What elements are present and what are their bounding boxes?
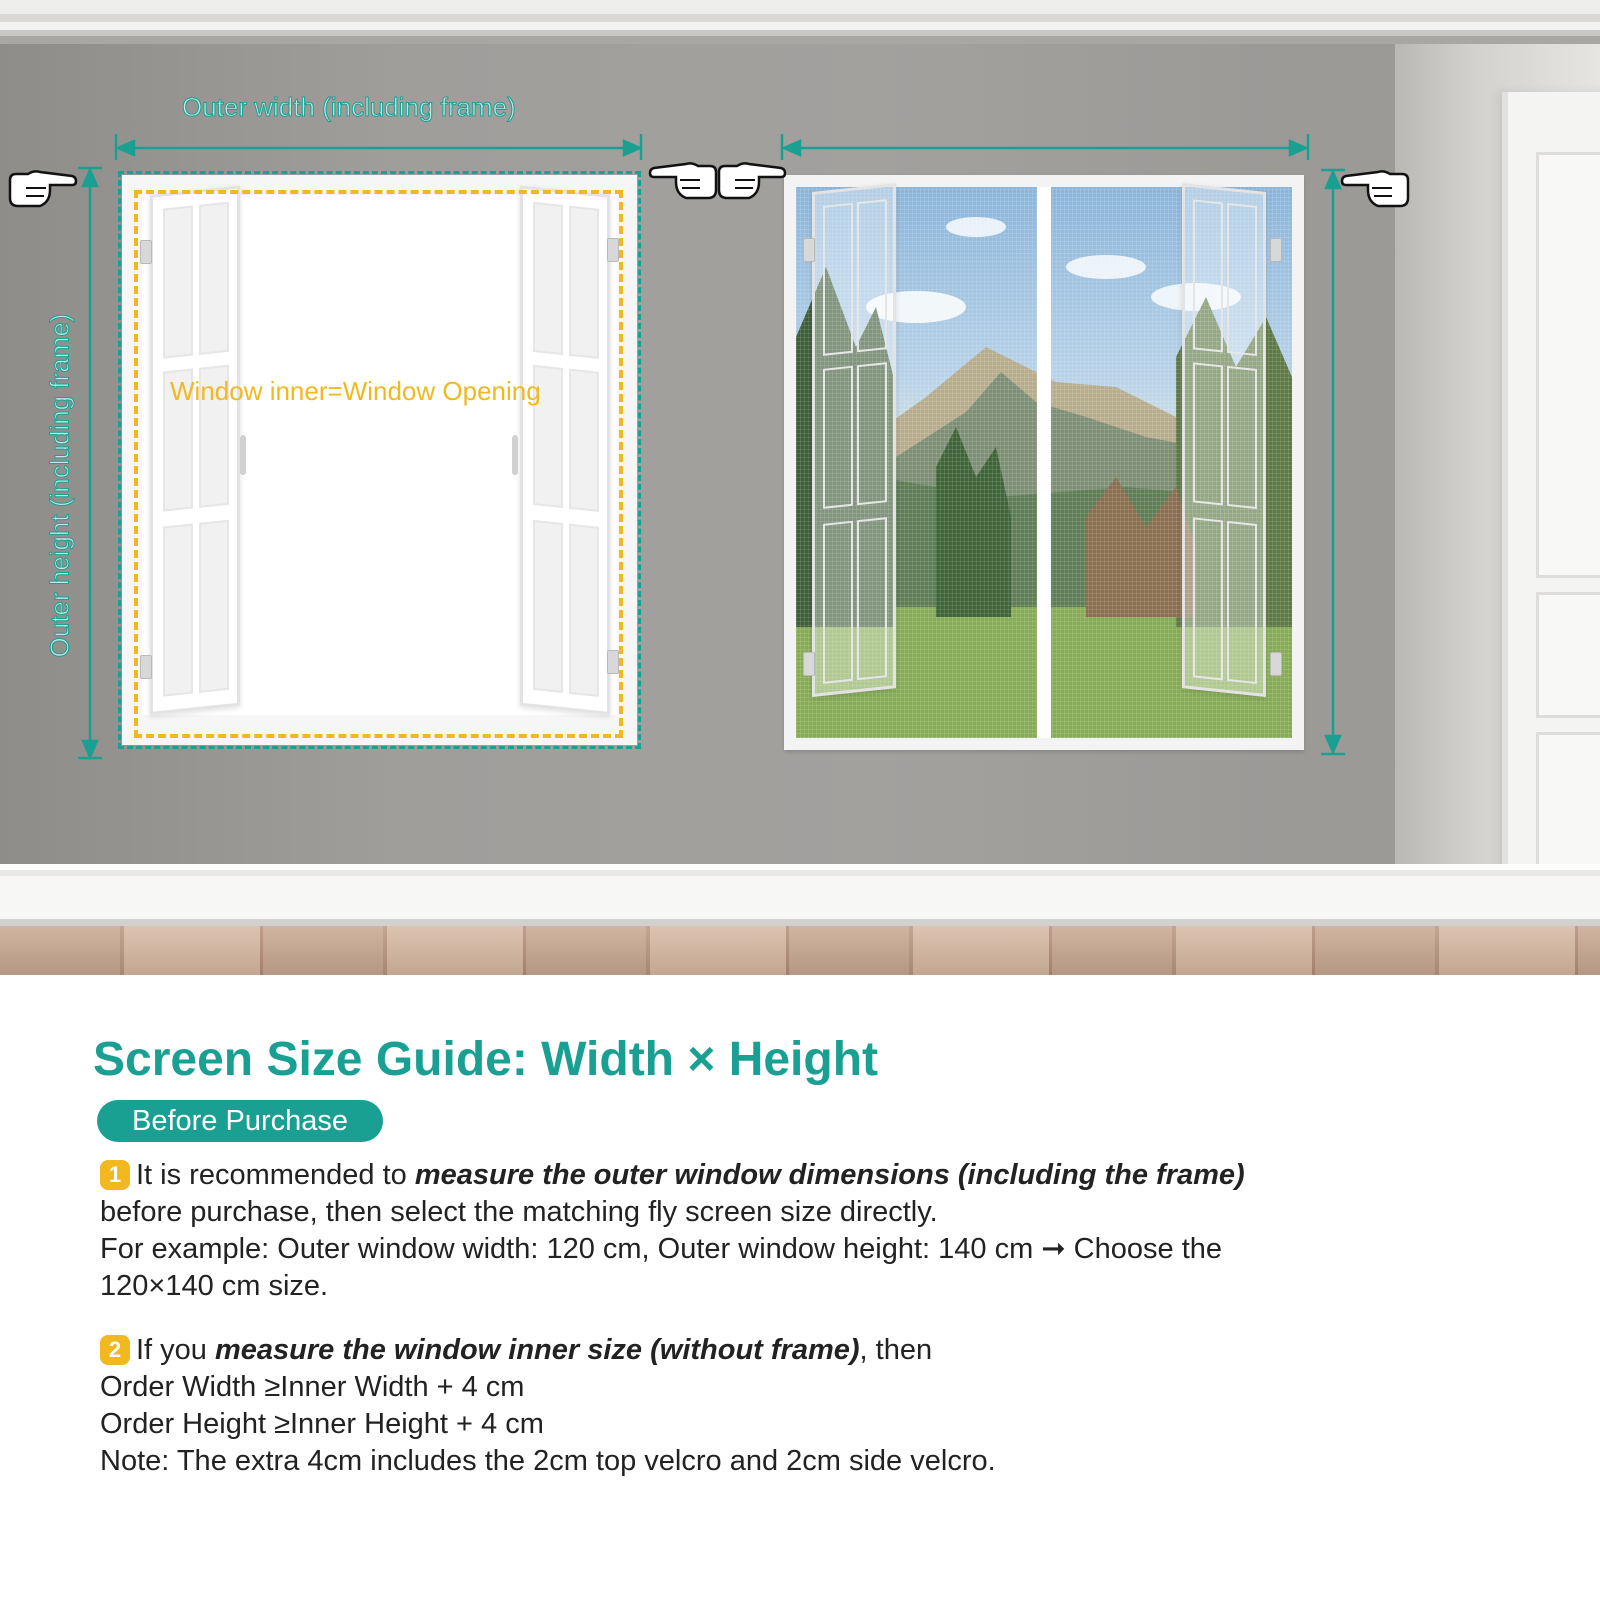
arrow-right-icon: ➞ [1041,1233,1066,1265]
pointing-hand-icon [648,160,720,204]
pointing-hand-icon [715,160,787,204]
step-1-paragraph: 1 It is recommended to measure the outer window dimensions (including the frame) before purchase, then select the matching fly screen size directly. For example: Outer window width: 120 cm, Outer window height: 140 cm ➞ Choose the 120×140 cm size. [100,1159,1245,1302]
step-2-paragraph: 2 If you measure the window inner size (without frame), then Order Width ≥Inner Width + 4 cm Order Height ≥Inner Height + 4 cm Note: The extra 4cm includes the 2cm top velcro and 2cm side velcro. [100,1334,996,1477]
inner-opening-label: Window inner=Window Opening [170,376,541,406]
outer-width-label: Outer width (including frame) [182,92,516,122]
pointing-hand-icon [6,168,78,212]
outer-height-label: Outer height (including frame) [44,313,75,658]
step-number-badge: 2 [100,1335,130,1365]
before-purchase-badge: Before Purchase [97,1100,383,1142]
pointing-hand-icon [1340,168,1412,212]
guide-title: Screen Size Guide: Width × Height [93,1033,879,1086]
step-number-badge: 1 [100,1160,130,1190]
